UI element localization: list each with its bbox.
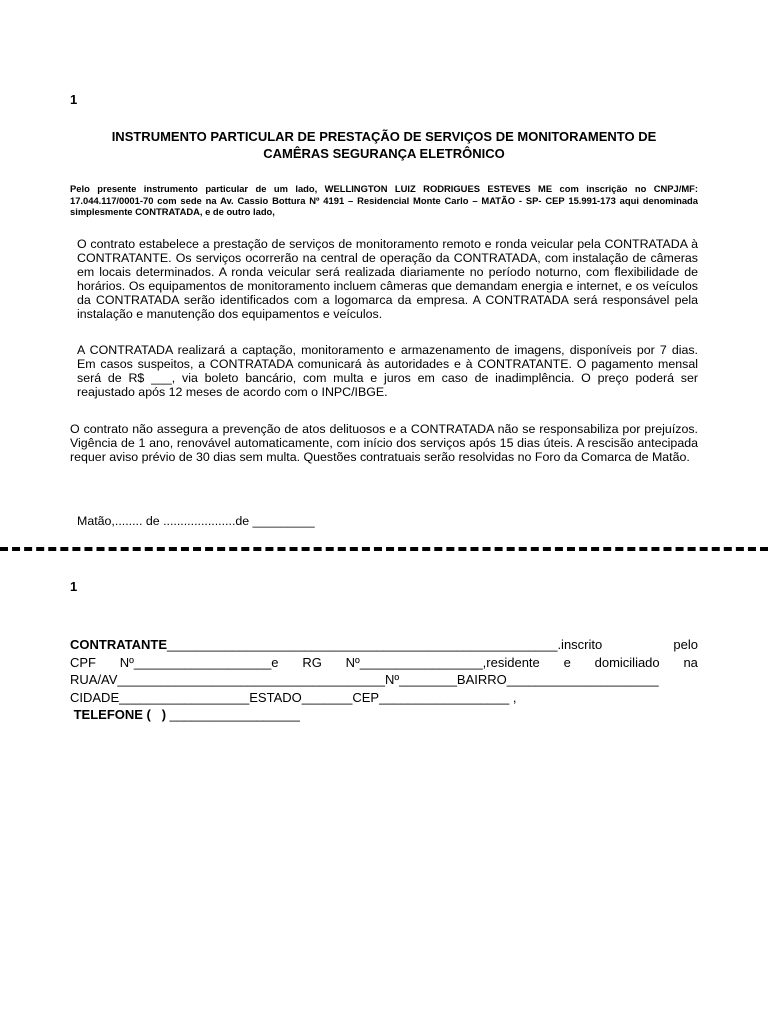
- clause-monitoring-payment: A CONTRATADA realizará a captação, monitoramento e armazenamento de imagens, disponíveis por 7 dias. Em casos suspeitos, a CONTRATADA comunicará às autoridades e à CONTRATANTE. O pagamento mensal será de R$ ___, via boleto bancário, com multa e juros em caso de inadimplência. O preço poderá ser reajustado após 12 meses de acordo com o INPC/IBGE.: [77, 343, 698, 399]
- na-text: na: [683, 654, 698, 670]
- contratante-field[interactable]: [70, 636, 602, 654]
- city-state-cep-fields[interactable]: CIDADE__________________ESTADO_______CEP__________________ ,: [70, 689, 517, 705]
- conj-e-text: e: [563, 654, 571, 670]
- contratante-blank: ______________________________________________________: [167, 637, 558, 652]
- domiciliado-text: domiciliado: [594, 654, 660, 670]
- contract-title-line-1: INSTRUMENTO PARTICULAR DE PRESTAÇÃO DE SERVIÇOS DE MONITORAMENTO DE: [111, 129, 657, 144]
- form-line-city: [70, 689, 698, 707]
- contract-title: [70, 128, 698, 162]
- rg-label: RG: [302, 654, 322, 670]
- form-line-cpf-rg: [70, 654, 698, 672]
- preamble-paragraph: Pelo presente instrumento particular de um lado, WELLINGTON LUIZ RODRIGUES ESTEVES ME com inscrição no CNPJ/MF: 17.044.117/0001-70 com sede na Av. Cassio Bottura Nº 4191 – Residencial Monte Carlo – MATÃO - SP- CEP 15.991-173 aqui denominada simplesmente CONTRATADA, e de outro lado,: [70, 183, 698, 217]
- telefone-label: TELEFONE ( ): [70, 707, 167, 722]
- form-line-phone: [70, 706, 698, 724]
- clause-liability-term: O contrato não assegura a prevenção de atos delituosos e a CONTRATADA não se responsabiliza por prejuízos. Vigência de 1 ano, renovável automaticamente, com início dos serviços após 15 dias úteis. A rescisão antecipada requer aviso prévio de 30 dias sem multa. Questões contratuais serão resolvidas no Foro da Comarca de Matão.: [70, 422, 698, 464]
- form-line-contratante: [70, 636, 698, 654]
- date-line: Matão,........ de .....................de _________: [77, 514, 315, 528]
- form-line-address: [70, 671, 698, 689]
- clause-services: O contrato estabelece a prestação de serviços de monitoramento remoto e ronda veicular pela CONTRATADA à CONTRATANTE. Os serviços ocorrerão na central de operação da CONTRATADA, com instalação de câmeras em locais determinados. A ronda veicular será realizada diariamente no período noturno, com flexibilidade de horários. Os equipamentos de monitoramento incluem câmeras que demandam energia e internet, e os veículos da CONTRATADA serão identificados com a logomarca da empresa. A CONTRATADA será responsável pela instalação e manutenção dos equipamentos e veículos.: [77, 237, 698, 321]
- page-number-top: 1: [70, 92, 78, 107]
- pelo-text: pelo: [673, 637, 698, 652]
- contract-title-line-2: CAMÊRAS SEGURANÇA ELETRÔNICO: [263, 146, 505, 161]
- page-separator-dashed: [0, 547, 768, 551]
- telefone-field[interactable]: __________________: [166, 707, 300, 722]
- inscrito-text: .inscrito: [557, 637, 603, 652]
- rg-field[interactable]: Nº_________________,residente: [345, 654, 540, 670]
- cpf-field[interactable]: Nº___________________e: [119, 654, 279, 670]
- cpf-label: CPF: [70, 654, 96, 670]
- contractor-form: [70, 636, 698, 724]
- address-fields[interactable]: RUA/AV_____________________________________Nº________BAIRRO_____________________: [70, 672, 659, 687]
- contratante-label: CONTRATANTE: [70, 637, 168, 652]
- page-number-bottom: 1: [70, 579, 78, 594]
